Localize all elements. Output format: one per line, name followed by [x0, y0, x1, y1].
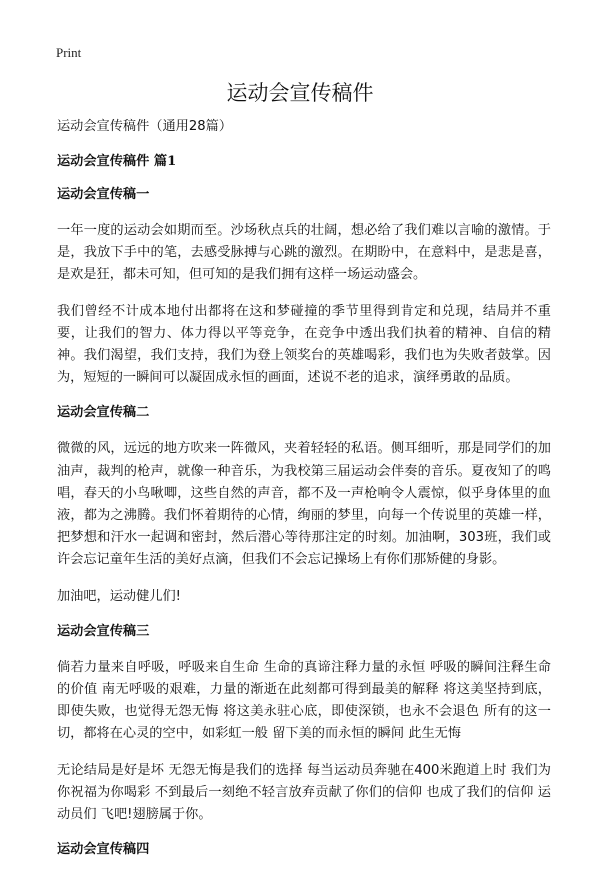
- paragraph: 一年一度的运动会如期而至。沙场秋点兵的壮阔，想必给了我们难以言喻的激情。于是，我放下手中的笔，去感受脉搏与心跳的激烈。在期盼中，在意料中，是悲是喜，是欢是狂，都未可知，但可知的是我们拥有这样一场运动盛会。: [57, 223, 551, 283]
- article-heading-3: 运动会宣传稿三: [57, 623, 150, 639]
- article-heading-2: 运动会宣传稿二: [57, 405, 150, 421]
- document-subtitle: 运动会宣传稿件（通用28篇）: [57, 119, 233, 134]
- paragraph: 我们曾经不计成本地付出都将在这和梦碰撞的季节里得到肯定和兑现，结局并不重要，让我们的智力、体力得以平等竞争，在竞争中透出我们执着的精神、自信的精神。我们渴望，我们支持，我们为登上领奖台的英雄喝彩，我们也为失败者鼓掌。因为，短短的一瞬间可以凝固成永恒的画面，述说不老的追求，演绎勇敢的品质。: [57, 303, 551, 386]
- article-heading-4: 运动会宣传稿四: [57, 842, 150, 858]
- paragraph: 倘若力量来自呼吸，呼吸来自生命 生命的真谛注释力量的永恒 呼吸的瞬间注释生命的价值 南无呼吸的艰难，力量的渐逝在此刻都可得到最美的解释 将这美坚持到底，即使失败，也觉得无怨无悔 将这美永驻心底，即使深锁，也永不会退色 所有的这一切，都将在心灵的空中，如彩虹一般 留下美的而永恒的瞬间 此生无悔: [57, 659, 551, 742]
- section-heading: 运动会宣传稿件 篇1: [57, 154, 177, 169]
- paragraph: 无论结局是好是坏 无怨无悔是我们的选择 每当运动员奔驰在400米跑道上时 我们为你祝福为你喝彩 不到最后一刻绝不轻言放弃贡献了你们的信仰 也成了我们的信仰 运动员们 飞吧!翅膀属于你。: [57, 762, 551, 823]
- print-label: Print: [56, 45, 82, 60]
- paragraph: 微微的风，远远的地方吹来一阵微风，夹着轻轻的私语。侧耳细听，那是同学们的加油声，裁判的枪声，就像一种音乐，为我校第三届运动会伴奏的音乐。夏夜知了的鸣唱，春天的小鸟啾唧，这些自然的声音，都不及一声枪响令人震惊，似乎身体里的血液，都为之沸腾。我们怀着期待的心情，绚丽的梦里，向每一个传说里的英雄一样，把梦想和汗水一起调和密封，然后潜心等待那注定的时刻。加油啊，303班，我们或许会忘记童年生活的美好点滴，但我们不会忘记操场上有你们那矫健的身影。: [57, 441, 551, 568]
- document-body: [57, 117, 551, 875]
- article-heading-1: 运动会宣传稿一: [57, 187, 150, 202]
- document-title: 运动会宣传稿件: [226, 81, 374, 105]
- paragraph: 加油吧，运动健儿们!: [57, 588, 181, 604]
